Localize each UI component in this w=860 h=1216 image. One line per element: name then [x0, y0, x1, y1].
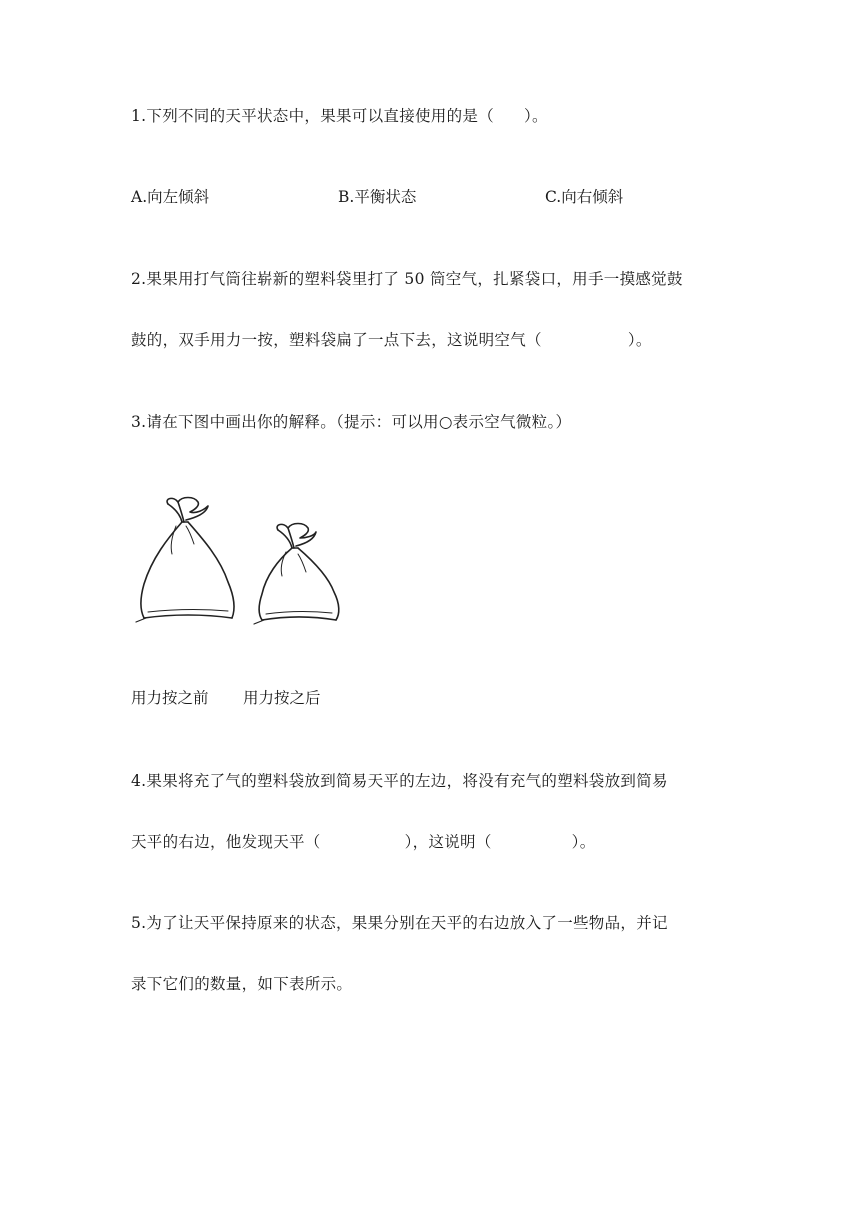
question-1-text-end: ）。 [524, 107, 548, 125]
question-4-line-2 [131, 832, 596, 852]
plastic-bags-figure[interactable] [128, 492, 364, 632]
question-2-text-end: ）。 [627, 331, 652, 349]
question-3-stem: 3.请在下图中画出你的解释。（提示：可以用○表示空气微粒。） [131, 413, 572, 431]
bag-after-press [254, 524, 339, 625]
question-2-line-1: 2.果果用打气筒往崭新的塑料袋里打了 50 筒空气，扎紧袋口，用手一摸感觉鼓 [131, 270, 683, 288]
option-b[interactable]: B.平衡状态 [338, 188, 417, 206]
question-4-text-a: 天平的右边，他发现天平（ [131, 833, 321, 851]
question-4-text-b: ），这说明（ [404, 833, 492, 851]
question-1-stem [131, 106, 548, 126]
question-4-line-1: 4.果果将充了气的塑料袋放到简易天平的左边，将没有充气的塑料袋放到简易 [131, 772, 668, 790]
question-4-text-c: ）。 [571, 833, 596, 851]
question-2-line-2 [131, 330, 652, 350]
question-5-line-1: 5.为了让天平保持原来的状态，果果分别在天平的右边放入了一些物品，并记 [131, 914, 668, 932]
caption-before-press: 用力按之前 [131, 689, 209, 707]
bag-before-press [136, 498, 234, 623]
caption-after-press: 用力按之后 [243, 689, 321, 707]
question-2-text: 鼓的，双手用力一按，塑料袋扁了一点下去，这说明空气（ [131, 331, 542, 349]
option-a[interactable]: A.向左倾斜 [131, 188, 210, 206]
question-1-text: 1.下列不同的天平状态中，果果可以直接使用的是（ [131, 107, 494, 125]
option-c[interactable]: C.向右倾斜 [545, 188, 624, 206]
question-5-line-2: 录下它们的数量，如下表所示。 [131, 975, 353, 993]
